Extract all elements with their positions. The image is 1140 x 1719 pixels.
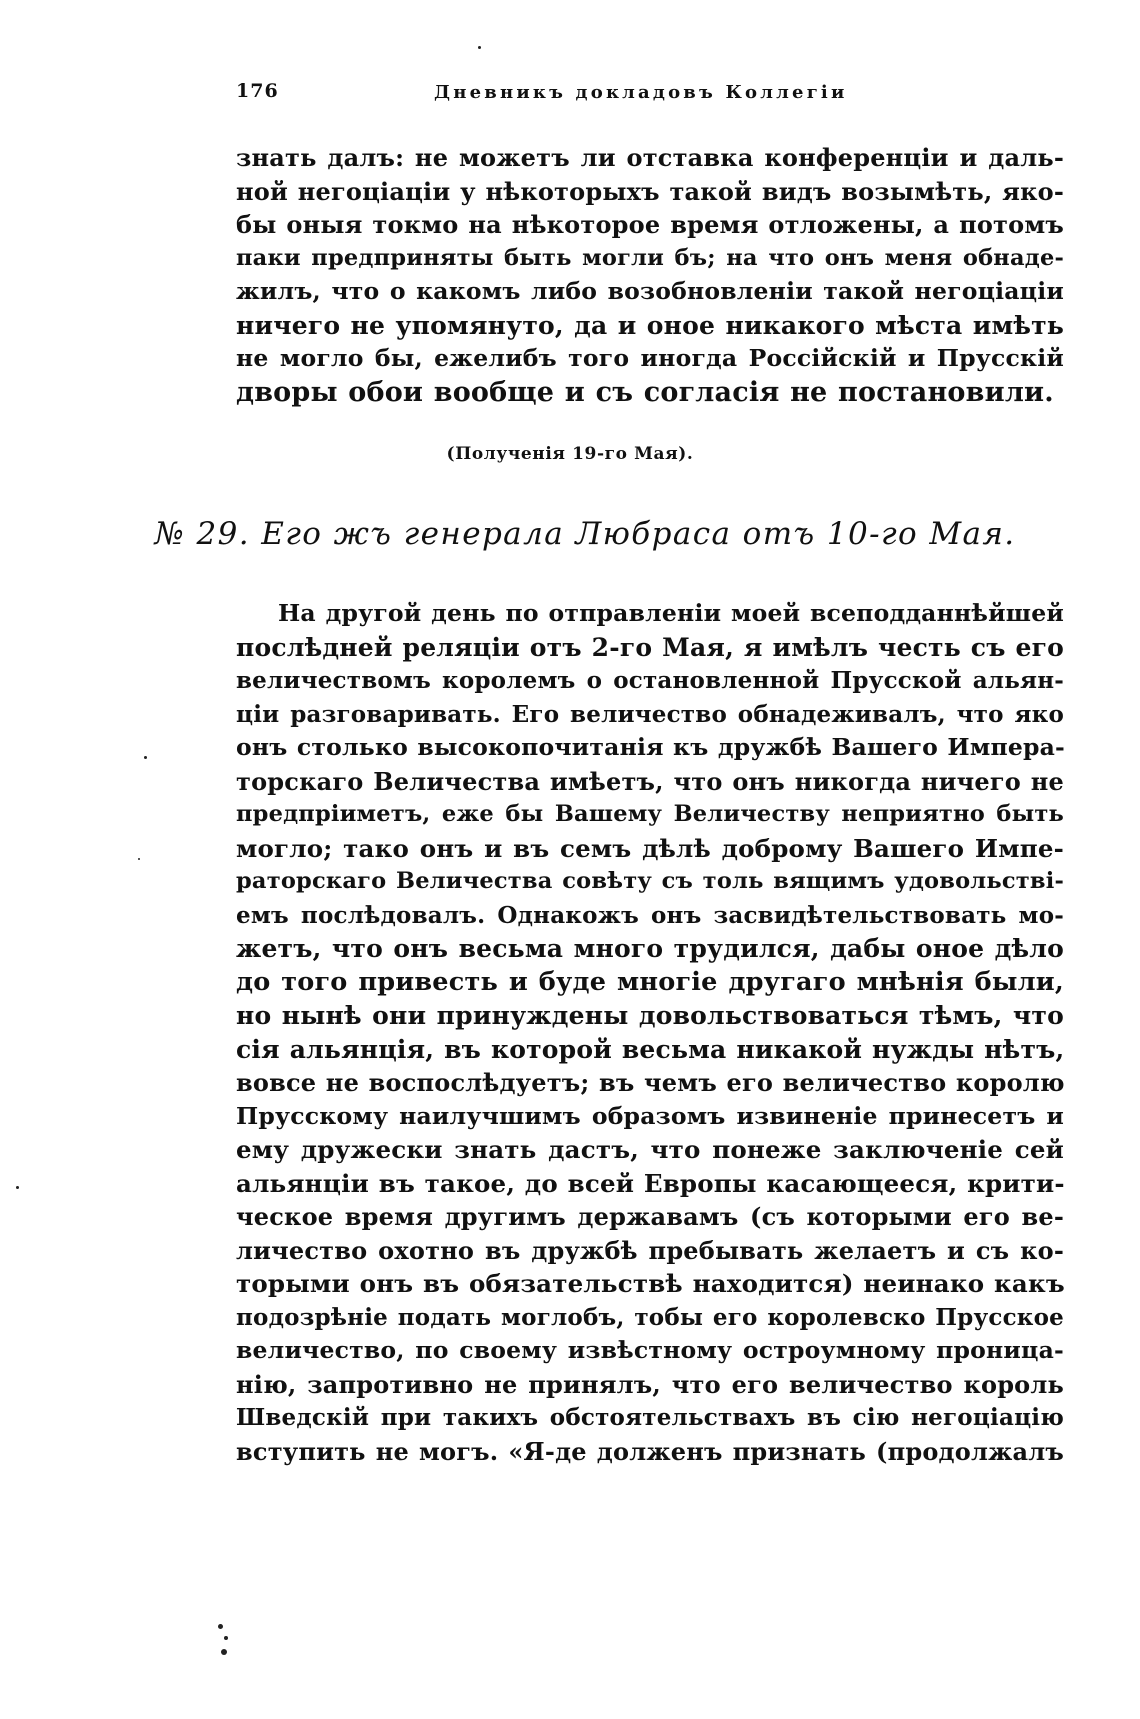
text-line: до того привесть и буде многіе другаго мнѣнія были, — [236, 966, 1064, 997]
text-line: раторскаго Величества совѣту съ толь вящимъ удовольствi- — [236, 868, 1064, 894]
text-line: онъ столько высокопочитанія къ дружбѣ Вашего Импера- — [236, 733, 1066, 761]
text-line: ему дружески знать дастъ, что понеже заключеніе сей — [236, 1135, 1064, 1164]
text-line: дворы обои вообще и съ согласія не постановили. — [236, 376, 1054, 408]
page-number: 176 — [236, 80, 279, 102]
text-line: сія альянція, въ которой весьма никакой нужды нѣтъ, — [236, 1034, 1065, 1064]
text-line: подозрѣніе подать моглобъ, тобы его королевско Прусское — [236, 1303, 1064, 1331]
scan-speck — [224, 1636, 228, 1640]
text-line: ной негоціаціи у нѣкоторыхъ такой видъ возымѣть, яко- — [236, 176, 1064, 206]
text-line: величествомъ королемъ о остановленной Прусской альян- — [236, 667, 1064, 694]
text-line: жетъ, что онъ весьма много трудился, дабы оное дѣло — [236, 934, 1064, 963]
scan-speck — [221, 1649, 227, 1655]
text-line: ничего не упомянуто, да и оное никакого мѣста имѣть — [236, 310, 1064, 340]
scan-speck — [478, 46, 481, 49]
text-line: торскаго Величества имѣетъ, что онъ никогда ничего не — [236, 766, 1064, 796]
text-line: личество охотно въ дружбѣ пребывать желаетъ и съ ко- — [236, 1235, 1064, 1265]
text-line: емъ послѣдовалъ. Однакожъ онъ засвидѣтельствовать мо- — [236, 901, 1064, 929]
text-line: ческое время другимъ державамъ (съ которыми его ве- — [236, 1202, 1064, 1231]
section-body — [236, 597, 1064, 1468]
text-line: не могло бы, ежелибъ того иногда Россійскій и Прусскій — [236, 344, 1064, 372]
text-line: величество, по своему извѣстному остроумному проница- — [236, 1336, 1064, 1364]
text-line: Прусскому наилучшимъ образомъ извиненіе принесетъ и — [236, 1101, 1064, 1130]
text-line: паки предприняты быть могли бъ; на что онъ меня обнаде- — [236, 244, 1064, 271]
text-line: могло; тако онъ и въ семъ дѣлѣ доброму Вашего Импе- — [236, 833, 1064, 863]
text-line: нію, запротивно не принялъ, что его величество король — [236, 1369, 1064, 1399]
scan-speck — [16, 1186, 19, 1189]
first-passage — [236, 141, 1064, 409]
text-line: ціи разговаривать. Его величество обнадеживалъ, что яко — [236, 700, 1064, 728]
text-line: альянціи въ такое, до всей Европы касающееся, крити- — [236, 1168, 1065, 1198]
scan-speck — [144, 756, 147, 759]
scan-speck — [218, 1624, 223, 1629]
received-note: (Полученія 19-го Мая). — [446, 444, 694, 464]
text-line: торыми онъ въ обязательствѣ находится) неинако какъ — [236, 1269, 1065, 1298]
text-line: бы оныя токмо на нѣкоторое время отложены, а потомъ — [236, 210, 1064, 239]
text-line: На другой день по отправленіи моей всеподданнѣйшей — [278, 599, 1064, 627]
running-head — [236, 80, 1064, 110]
text-line: жилъ, что о какомъ либо возобновленіи такой негоціаціи — [236, 277, 1064, 305]
text-line: предпріиметъ, еже бы Вашему Величеству неприятно быть — [236, 801, 1064, 827]
text-line: Шведскій при такихъ обстоятельствахъ въ сію негоціацію — [236, 1404, 1064, 1431]
scan-speck — [138, 858, 140, 860]
text-line: послѣдней реляціи отъ 2-го Мая, я имѣлъ честь съ его — [236, 632, 1064, 662]
running-title: Дневникъ докладовъ Коллегіи — [434, 82, 848, 103]
text-line: вовсе не воспослѣдуетъ; въ чемъ его величество королю — [236, 1068, 1065, 1097]
text-line: но нынѣ они принуждены довольствоваться тѣмъ, что — [236, 1001, 1064, 1030]
text-line: вступить не могъ. «Я-де долженъ признать (продолжалъ — [236, 1436, 1064, 1466]
section-heading: № 29. Его жъ генерала Любраса отъ 10-го Мая. — [154, 516, 1016, 552]
text-line: знать далъ: не можетъ ли отставка конференціи и даль- — [236, 143, 1064, 172]
